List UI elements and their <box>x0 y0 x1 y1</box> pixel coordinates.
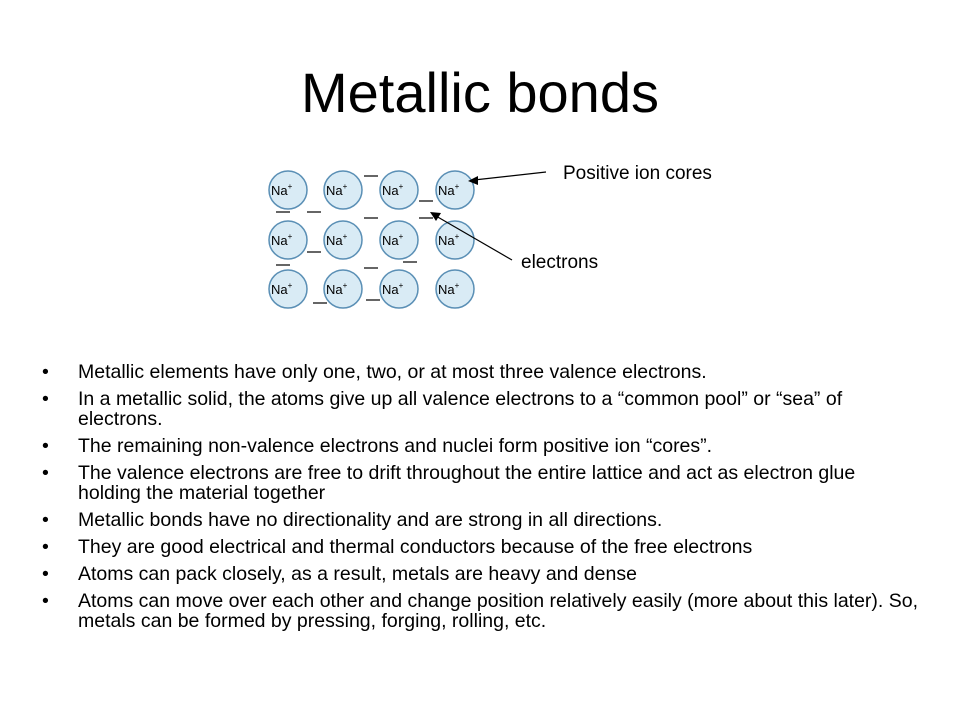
bullet-item: • The remaining non-valence electrons and nuclei form positive ion “cores”. <box>42 436 922 456</box>
bullet-item: • The valence electrons are free to drift throughout the entire lattice and act as electron glue holding the material together <box>42 463 922 503</box>
ion-label: Na+ <box>438 182 460 198</box>
slide-title: Metallic bonds <box>301 61 659 124</box>
ion-core <box>324 270 362 308</box>
bullet-list <box>42 362 922 638</box>
ion-core <box>324 221 362 259</box>
ion-label: Na+ <box>438 281 460 297</box>
ion-label: Na+ <box>271 281 293 297</box>
ion-core <box>269 171 307 209</box>
bullet-item: • Atoms can move over each other and change position relatively easily (more about this later). So, metals can be formed by pressing, forging, rolling, etc. <box>42 591 922 631</box>
ion-core <box>324 171 362 209</box>
ion-label: Na+ <box>326 281 348 297</box>
electron-callout-arrowhead <box>430 212 441 221</box>
ion-label: Na+ <box>438 232 460 248</box>
ion-label: Na+ <box>326 232 348 248</box>
ion-label: Na+ <box>326 182 348 198</box>
bullet-item: • Metallic elements have only one, two, or at most three valence electrons. <box>42 362 922 382</box>
ion-core <box>269 221 307 259</box>
metallic-lattice-diagram <box>0 150 960 320</box>
ion-label: Na+ <box>382 281 404 297</box>
ion-core <box>380 171 418 209</box>
ion-callout-arrow <box>474 172 546 180</box>
ion-cores <box>269 171 474 308</box>
ion-core <box>436 171 474 209</box>
ion-callout-label: Positive ion cores <box>563 163 712 184</box>
ion-core <box>380 270 418 308</box>
ion-core <box>269 270 307 308</box>
ion-label: Na+ <box>382 232 404 248</box>
bullet-item: • They are good electrical and thermal conductors because of the free electrons <box>42 537 922 557</box>
ion-label: Na+ <box>271 182 293 198</box>
bullet-item: • Metallic bonds have no directionality and are strong in all directions. <box>42 510 922 530</box>
ion-label: Na+ <box>382 182 404 198</box>
electron-callout-label: electrons <box>521 252 599 273</box>
bullet-item: • Atoms can pack closely, as a result, metals are heavy and dense <box>42 564 922 584</box>
bullet-item: • In a metallic solid, the atoms give up all valence electrons to a “common pool” or “sea” of electrons. <box>42 389 922 429</box>
ion-core <box>436 270 474 308</box>
ion-core <box>380 221 418 259</box>
ion-label: Na+ <box>271 232 293 248</box>
